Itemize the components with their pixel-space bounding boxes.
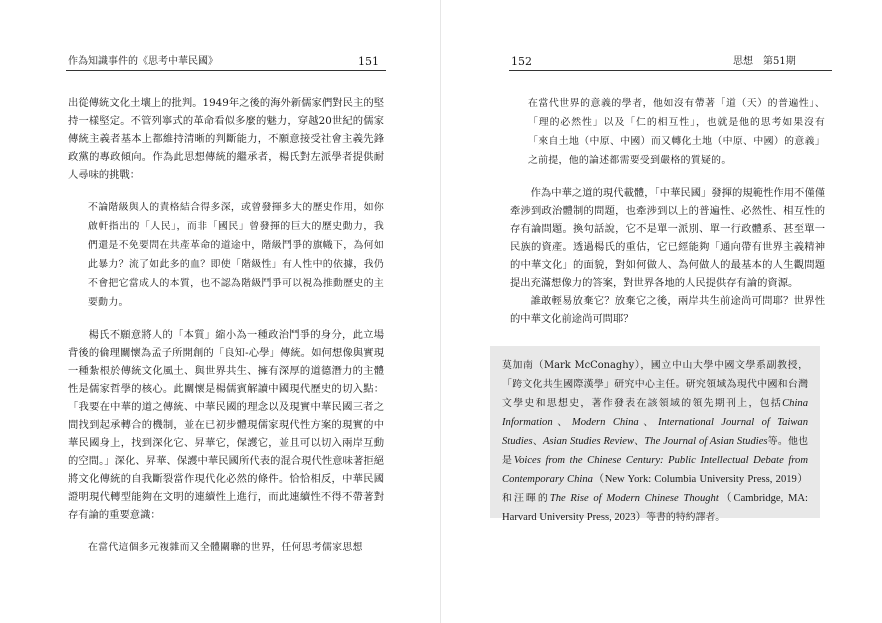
right-running-title: 思想 第51期 bbox=[733, 56, 796, 67]
bio-separator: 、 bbox=[634, 436, 645, 447]
left-blockquote-1: 不論階級與人的責格結合得多深，或曾發揮多大的歷史作用，如你啟軒指出的「人民」，而非「國民」曾發揮的巨大的歷史動力，我們還是不免要問在共產革命的道途中，階級鬥爭的旗幟下，為何如此暴力？流了如此多的血？即使「階級性」有人性中的依據，我仍不會把它當成人的本質，也不認為階級鬥爭可以視為推動歷史的主要動力。 bbox=[88, 202, 384, 308]
bio-line-3: 灣文學史和思想史，著作發表在該領域的領先期刊上，包括 bbox=[502, 379, 808, 409]
book-rise: The Rise of Modern Chinese Thought bbox=[549, 493, 719, 504]
bio-line-1: 莫加南（Mark McConaghy），國立中山大學中國文學系副教授， bbox=[502, 360, 808, 371]
right-blockquote: 在當代世界的意義的學者，他如沒有帶著「道（天）的普遍性」、「理的必然性」以及「仁的相互性」，也就是他的思考如果沒有「來自土地（中原、中國）而又轉化土地（中原、中國）的意義」之前提，他的論述都需要受到嚴格的質疑的。 bbox=[528, 98, 825, 166]
journal-modern-china: Modern China bbox=[571, 417, 639, 428]
bio-text: 和汪暉的 bbox=[502, 493, 550, 504]
left-page-number: 151 bbox=[358, 55, 379, 68]
left-paragraph-1: 出從傳統文化土壤上的批判。1949年之後的海外新儒家們對民主的堅持一樣堅定。不管列寧式的革命看似多麼的魅力，穿越20世紀的儒家傳統主義者基本上都維持清晰的判斷能力，不願意接受社會主義先鋒政黨的專政傾向。作為此思想傳統的繼承者，楊氏對左派學者提供耐人尋味的挑戰： bbox=[68, 97, 384, 181]
left-body bbox=[68, 94, 384, 557]
bio-separator: 、 bbox=[532, 436, 543, 447]
right-body bbox=[510, 94, 825, 328]
bio-separator: 、 bbox=[638, 417, 659, 428]
right-page-number: 152 bbox=[511, 55, 532, 68]
book-voices-publisher: （New York: Columbia University Press, 2019） bbox=[592, 474, 809, 485]
journal-china-information: China Information bbox=[502, 398, 808, 428]
bio-line-2: 「跨文化共生國際漢學」研究中心主任。研究領域為現代中國和台 bbox=[502, 379, 799, 390]
left-running-title: 作為知識事件的《思考中華民國》 bbox=[68, 56, 218, 67]
journal-asian-studies-review: Asian Studies Review bbox=[542, 436, 635, 447]
left-paragraph-2: 楊氏不願意將人的「本質」縮小為一種政治鬥爭的身分，此立場背後的倫理關懷為孟子所開創的「良知-心學」傳統。如何想像與實現一種紮根於傳統文化風土、與世界共生、擁有深厚的道德潛力的主體性是儒家哲學的核心。此關懷是楊儒賓解讀中國現代歷史的切入點：「我要在中華的道之傳統、中華民國的理念以及現實中華民國三者之間找到起承轉合的機制，並在已初步體現儒家現代性方案的現實的中華民國身上，找到深化它、昇華它，保護它，並且可以切入兩岸互動的空間。」深化、昇華、保護中華民國所代表的混合現代性意味著拒絕將文化傳統的自我斷裂當作現代化必然的條件。恰恰相反，中華民國證明現代轉型能夠在文明的連續性上進行，而此連續性不得不帶著對存有論的重要意識： bbox=[68, 329, 384, 521]
journal-jas: The Journal of Asian Studies bbox=[644, 436, 768, 447]
right-header-rule bbox=[509, 70, 832, 71]
bio-text: 等書的特約譯者。 bbox=[646, 512, 726, 523]
book-voices: Voices from the Chinese Century: Public Intellectual Debate from Contemporary China bbox=[502, 455, 808, 485]
bio-text: 等。他也是 bbox=[502, 436, 808, 466]
left-header-rule bbox=[66, 70, 386, 71]
left-blockquote-2: 在當代這個多元複雜而又全體關聯的世界，任何思考儒家思想 bbox=[88, 542, 363, 553]
journal-ijts: International Journal of Taiwan Studies bbox=[502, 417, 808, 447]
author-bio-box bbox=[490, 346, 820, 523]
right-paragraph-1: 作為中華之道的現代載體，「中華民國」發揮的規範性作用不僅僅牽涉到政治體制的問題，也牽涉到以上的普遍性、必然性、相互性的存有論問題。換句話說，它不是單一派別、單一行政體系、甚至單一民族的資產。透過楊氏的重估，它已經能夠「通向帶有世界主義精神的中華文化」的面貌，對如何做人、為何做人的最基本的人生觀問題提出充滿想像力的答案，對世界各地的人民提供存有論的資源。 bbox=[510, 187, 825, 289]
bio-separator: 、 bbox=[552, 417, 572, 428]
book-rise-publisher: （Cambridge, MA: Harvard University Press, 2023） bbox=[502, 493, 808, 523]
right-paragraph-2: 誰敢輕易放棄它？放棄它之後，兩岸共生前途尚可問耶？世界性的中華文化前途尚可問耶？ bbox=[510, 295, 825, 325]
